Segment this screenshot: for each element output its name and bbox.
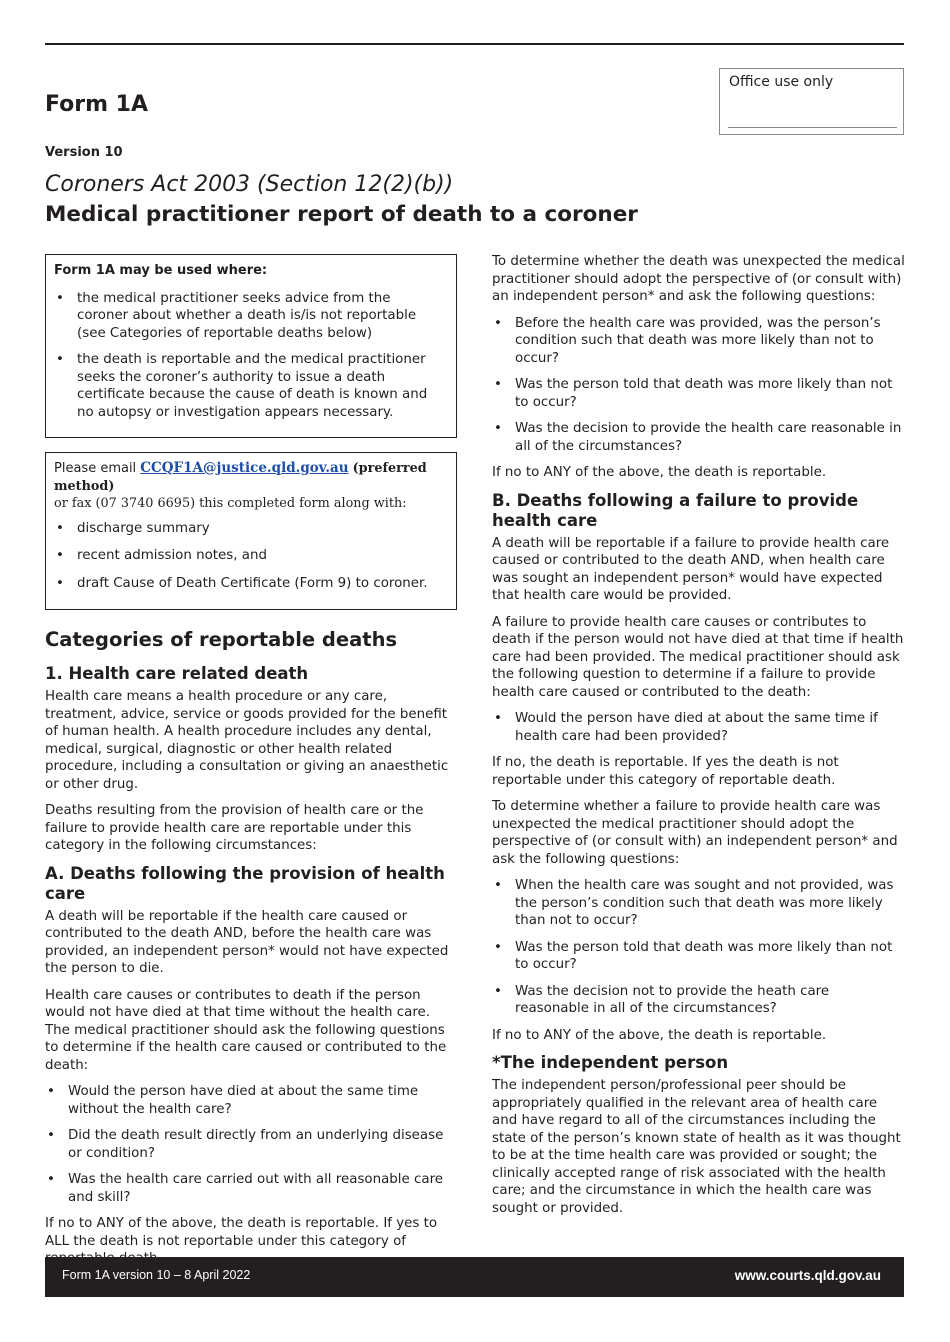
footer-version: Form 1A version 10 – 8 April 2022	[62, 1268, 251, 1282]
office-use-line	[728, 127, 897, 128]
section-a-conclusion: If no to ANY of the above, the death is reportable. If yes to ALL the death is not reportable under this category of	[45, 1216, 438, 1249]
list-item: • Was the health care carried out with all reasonable care and skill?	[45, 1171, 457, 1206]
list-item: • discharge summary	[54, 520, 444, 538]
section-b-heading: B. Deaths following a failure to provide health care	[492, 490, 859, 530]
footer-website-link[interactable]: www.courts.qld.gov.au	[734, 1268, 881, 1283]
section-b-paragraph: A death will be reportable if a failure to provide health care caused or contributed to the death AND, when health care was sought an independent person* would have expected that health care would be provided.	[492, 535, 890, 603]
list-item: • Would the person have died at about the same time if health care had been provided?	[492, 710, 906, 745]
email-line	[54, 460, 444, 495]
list-item: • Would the person have died at about the same time without the health care?	[45, 1083, 457, 1118]
usage-box-heading: Form 1A may be used where:	[54, 263, 268, 278]
submission-box	[45, 452, 457, 610]
right-column	[492, 253, 906, 1226]
list-item: • Was the person told that death was more likely than not to occur?	[492, 376, 906, 411]
fax-line: or fax (07 3740 6695) this completed form along with:	[54, 496, 407, 511]
usage-list	[54, 290, 444, 422]
section-a-questions-2	[492, 315, 906, 456]
office-use-box	[719, 68, 904, 135]
list-item: • the death is reportable and the medical practitioner seeks the coroner’s authority to issue a death certificate because the cause of death is known and no autopsy or investigation appears necessary.	[54, 351, 444, 421]
footer-bar	[45, 1257, 904, 1297]
left-column	[45, 254, 457, 1277]
version-label: Version 10	[45, 145, 123, 160]
section-a-paragraph: To determine whether the death was unexpected the medical practitioner should adopt the perspective of (or consult with) an independent person* and ask the following questions:	[492, 254, 905, 304]
preferred-method-text: (preferred method)	[54, 461, 427, 494]
section-a-conclusion-2: If no to ANY of the above, the death is reportable.	[492, 465, 827, 480]
form-title: Form 1A	[45, 92, 149, 117]
please-email-text: Please email	[54, 461, 137, 476]
email-link[interactable]: CCQF1A@justice.qld.gov.au	[140, 460, 349, 476]
list-item: • recent admission notes, and	[54, 547, 444, 565]
section-1-heading: 1. Health care related death	[45, 664, 309, 683]
section-b-questions	[492, 710, 906, 745]
independent-person-paragraph: The independent person/professional peer should be appropriately qualified in the relevant area of health care and have regard to all of the circumstances including the state of the person’s known state of health as it was thought to be at the time health care was provided or sought; the clinically accepted range of risk associated with the health care; and the circumstance in which the health care was sought or provided.	[492, 1078, 901, 1216]
section-b-conclusion-2: If no to ANY of the above, the death is reportable.	[492, 1027, 827, 1043]
list-item: • Before the health care was provided, was the person’s condition such that death was more likely than not to occur?	[492, 315, 906, 368]
list-item: • the medical practitioner seeks advice from the coroner about whether a death is/is not reportable (see Categories of reportable deaths below)	[54, 290, 444, 343]
act-reference: Coroners Act 2003 (Section 12(2)(b))	[45, 172, 454, 197]
list-item: • Was the decision not to provide the heath care reasonable in all of the circumstances?	[492, 983, 906, 1018]
list-item: • Did the death result directly from an underlying disease or condition?	[45, 1127, 457, 1162]
list-item: • Was the decision to provide the health care reasonable in all of the circumstances?	[492, 420, 906, 455]
section-a-questions	[45, 1083, 457, 1206]
section-b-paragraph: A failure to provide health care causes or contributes to death if the person would not have died at that time if health care had been provided. The medical practitioner should ask the following question to determine if a failure to provide health care caused or contributed to the death:	[492, 614, 904, 700]
section-1-paragraph: Deaths resulting from the provision of health care or the failure to provide health care are reportable under this category in the following circumstances:	[45, 803, 424, 853]
section-b-paragraph: To determine whether a failure to provide health care was unexpected the medical practitioner should adopt the perspective of (or consult with) an independent person* and ask the following questions:	[492, 799, 898, 867]
office-use-label: Office use only	[729, 74, 834, 90]
document-title: Medical practitioner report of death to a coroner	[45, 202, 638, 227]
list-item: • draft Cause of Death Certificate (Form 9) to coroner.	[54, 575, 444, 593]
top-rule	[45, 43, 904, 45]
section-b-conclusion: If no, the death is reportable. If yes the death is not reportable under this category of reportable death.	[492, 755, 839, 788]
attachments-list	[54, 520, 444, 593]
usage-box	[45, 254, 457, 438]
section-1-paragraph: Health care means a health procedure or any care, treatment, advice, service or goods provided for the benefit of human health. A health procedure includes any dental, medical, surgical, diagnostic or other health related procedure, including a consultation or giving an anaesthetic or other drug.	[45, 689, 449, 792]
section-a-heading: A. Deaths following the provision of health care	[45, 863, 445, 903]
list-item: • Was the person told that death was more likely than not to occur?	[492, 939, 906, 974]
section-b-questions-2	[492, 877, 906, 1018]
section-a-paragraph: Health care causes or contributes to death if the person would not have died at that time without the health care. The medical practitioner should ask the following questions to determine if the health care caused or contributed to the death:	[45, 987, 447, 1073]
list-item: • When the health care was sought and not provided, was the person’s condition such that death was more likely than not to occur?	[492, 877, 906, 930]
section-a-paragraph: A death will be reportable if the health care caused or contributed to the death AND, before the health care was provided, an independent person* would not have expected the person to die.	[45, 908, 449, 976]
independent-person-heading: *The independent person	[492, 1053, 729, 1072]
categories-heading: Categories of reportable deaths	[45, 628, 398, 651]
